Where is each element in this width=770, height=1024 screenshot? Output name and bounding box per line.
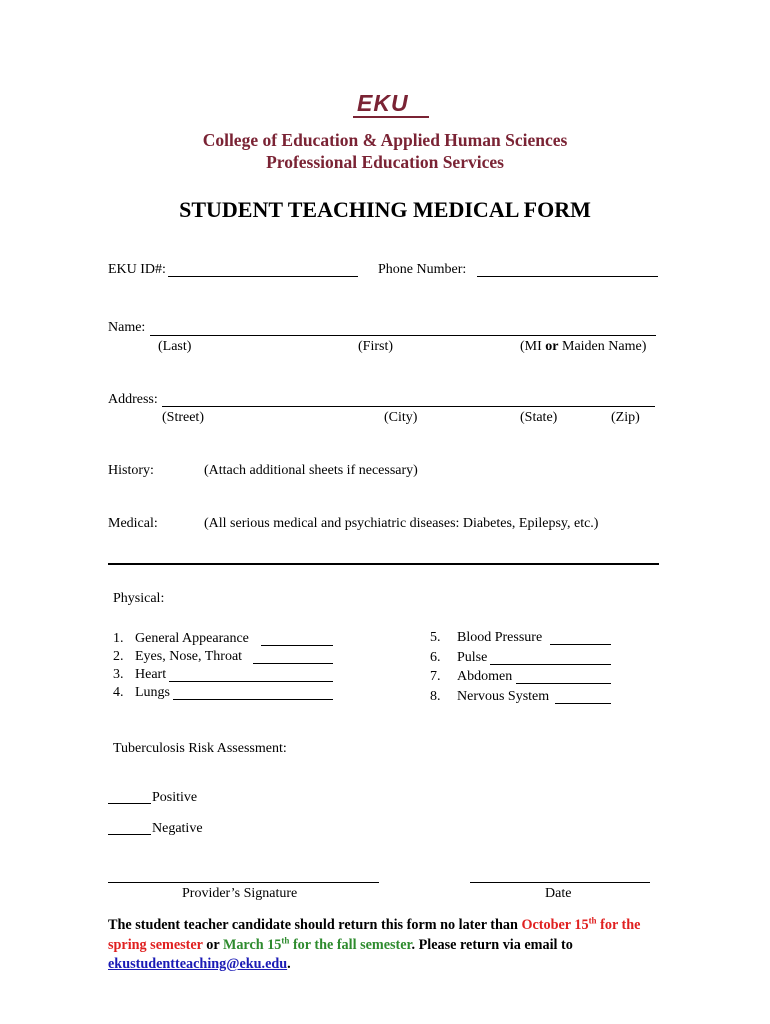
- heart-field[interactable]: [169, 681, 333, 682]
- item-number: 8.: [430, 689, 441, 704]
- abdomen-field[interactable]: [516, 683, 611, 684]
- physical-item-2: [113, 649, 242, 665]
- address-state-caption: (State): [520, 410, 558, 425]
- medical-label: Medical:: [108, 516, 158, 531]
- item-label: Blood Pressure: [457, 630, 543, 645]
- name-field[interactable]: [150, 335, 656, 336]
- item-label: Heart: [135, 667, 167, 682]
- history-label: History:: [108, 463, 154, 478]
- item-number: 2.: [113, 649, 124, 664]
- physical-item-1: [113, 631, 249, 647]
- tb-negative-blank[interactable]: [108, 834, 151, 835]
- footer-or: or: [202, 936, 223, 953]
- name-last-caption: (Last): [158, 339, 192, 354]
- physical-item-7: [430, 669, 512, 685]
- footer-text-2: . Please return via email to: [411, 936, 573, 953]
- lungs-field[interactable]: [173, 699, 333, 700]
- physical-item-8: [430, 689, 549, 705]
- medical-rule[interactable]: [108, 563, 659, 565]
- name-label: Name:: [108, 320, 146, 335]
- address-label: Address:: [108, 392, 158, 407]
- pulse-field[interactable]: [490, 664, 611, 665]
- item-number: 5.: [430, 630, 441, 645]
- item-number: 7.: [430, 669, 441, 684]
- date-caption: Date: [545, 886, 572, 901]
- item-label: Nervous System: [457, 689, 550, 704]
- tb-positive-label: Positive: [152, 790, 198, 805]
- address-field[interactable]: [162, 406, 655, 407]
- item-label: General Appearance: [135, 631, 249, 646]
- tb-negative-label: Negative: [152, 821, 203, 836]
- march-deadline: [222, 934, 412, 953]
- address-zip-caption: (Zip): [611, 410, 640, 425]
- eku-id-field[interactable]: [168, 276, 358, 277]
- march-date: March 15: [222, 936, 282, 953]
- phone-field[interactable]: [477, 276, 658, 277]
- name-first-caption: (First): [358, 339, 393, 354]
- nervous-system-field[interactable]: [555, 703, 611, 704]
- general-appearance-field[interactable]: [261, 645, 333, 646]
- email-link[interactable]: ekustudentteaching@eku.edu: [108, 956, 288, 972]
- provider-signature-field[interactable]: [108, 882, 379, 883]
- date-field[interactable]: [470, 882, 650, 883]
- phone-label: Phone Number:: [378, 262, 467, 277]
- office-heading: Professional Education Services: [266, 152, 504, 172]
- history-note: (Attach additional sheets if necessary): [204, 463, 418, 478]
- footer-end: .: [287, 956, 291, 972]
- item-label: Abdomen: [457, 669, 513, 684]
- spring-text: for the spring semester: [108, 917, 641, 953]
- provider-signature-caption: Provider’s Signature: [182, 886, 298, 901]
- eyes-nose-throat-field[interactable]: [253, 663, 333, 664]
- logo-underline: [353, 116, 429, 118]
- blood-pressure-field[interactable]: [550, 644, 611, 645]
- form-title: STUDENT TEACHING MEDICAL FORM: [179, 197, 591, 222]
- october-suffix: th: [588, 915, 597, 926]
- item-label: Eyes, Nose, Throat: [135, 649, 243, 664]
- item-number: 1.: [113, 631, 124, 646]
- mi-prefix: (MI: [520, 339, 546, 354]
- physical-item-4: [113, 685, 170, 701]
- item-number: 3.: [113, 667, 124, 682]
- item-label: Pulse: [457, 650, 488, 665]
- footer-text-1: The student teacher candidate should return this form no later than: [108, 917, 522, 933]
- medical-note: (All serious medical and psychiatric diseases: Diabetes, Epilepsy, etc.): [204, 516, 599, 531]
- physical-item-5: [430, 630, 542, 646]
- item-label: Lungs: [135, 685, 170, 700]
- eku-id-label: EKU ID#:: [108, 262, 166, 277]
- tb-label: Tuberculosis Risk Assessment:: [113, 741, 287, 756]
- fall-text: for the fall semester: [289, 936, 412, 953]
- return-instructions: [108, 916, 668, 975]
- physical-label: Physical:: [113, 591, 165, 606]
- october-date: October 15: [521, 917, 589, 933]
- tb-positive-blank[interactable]: [108, 803, 151, 804]
- march-suffix: th: [281, 934, 290, 945]
- mi-suffix: Maiden Name): [558, 339, 647, 354]
- physical-item-6: [430, 650, 487, 666]
- address-street-caption: (Street): [162, 410, 204, 425]
- physical-item-3: [113, 667, 166, 683]
- eku-logo: EKU: [357, 90, 409, 116]
- name-mi-caption: [520, 339, 646, 355]
- college-heading: College of Education & Applied Human Sciences: [202, 130, 568, 150]
- item-number: 6.: [430, 650, 441, 665]
- item-number: 4.: [113, 685, 124, 700]
- address-city-caption: (City): [384, 410, 418, 425]
- mi-or: or: [545, 339, 559, 354]
